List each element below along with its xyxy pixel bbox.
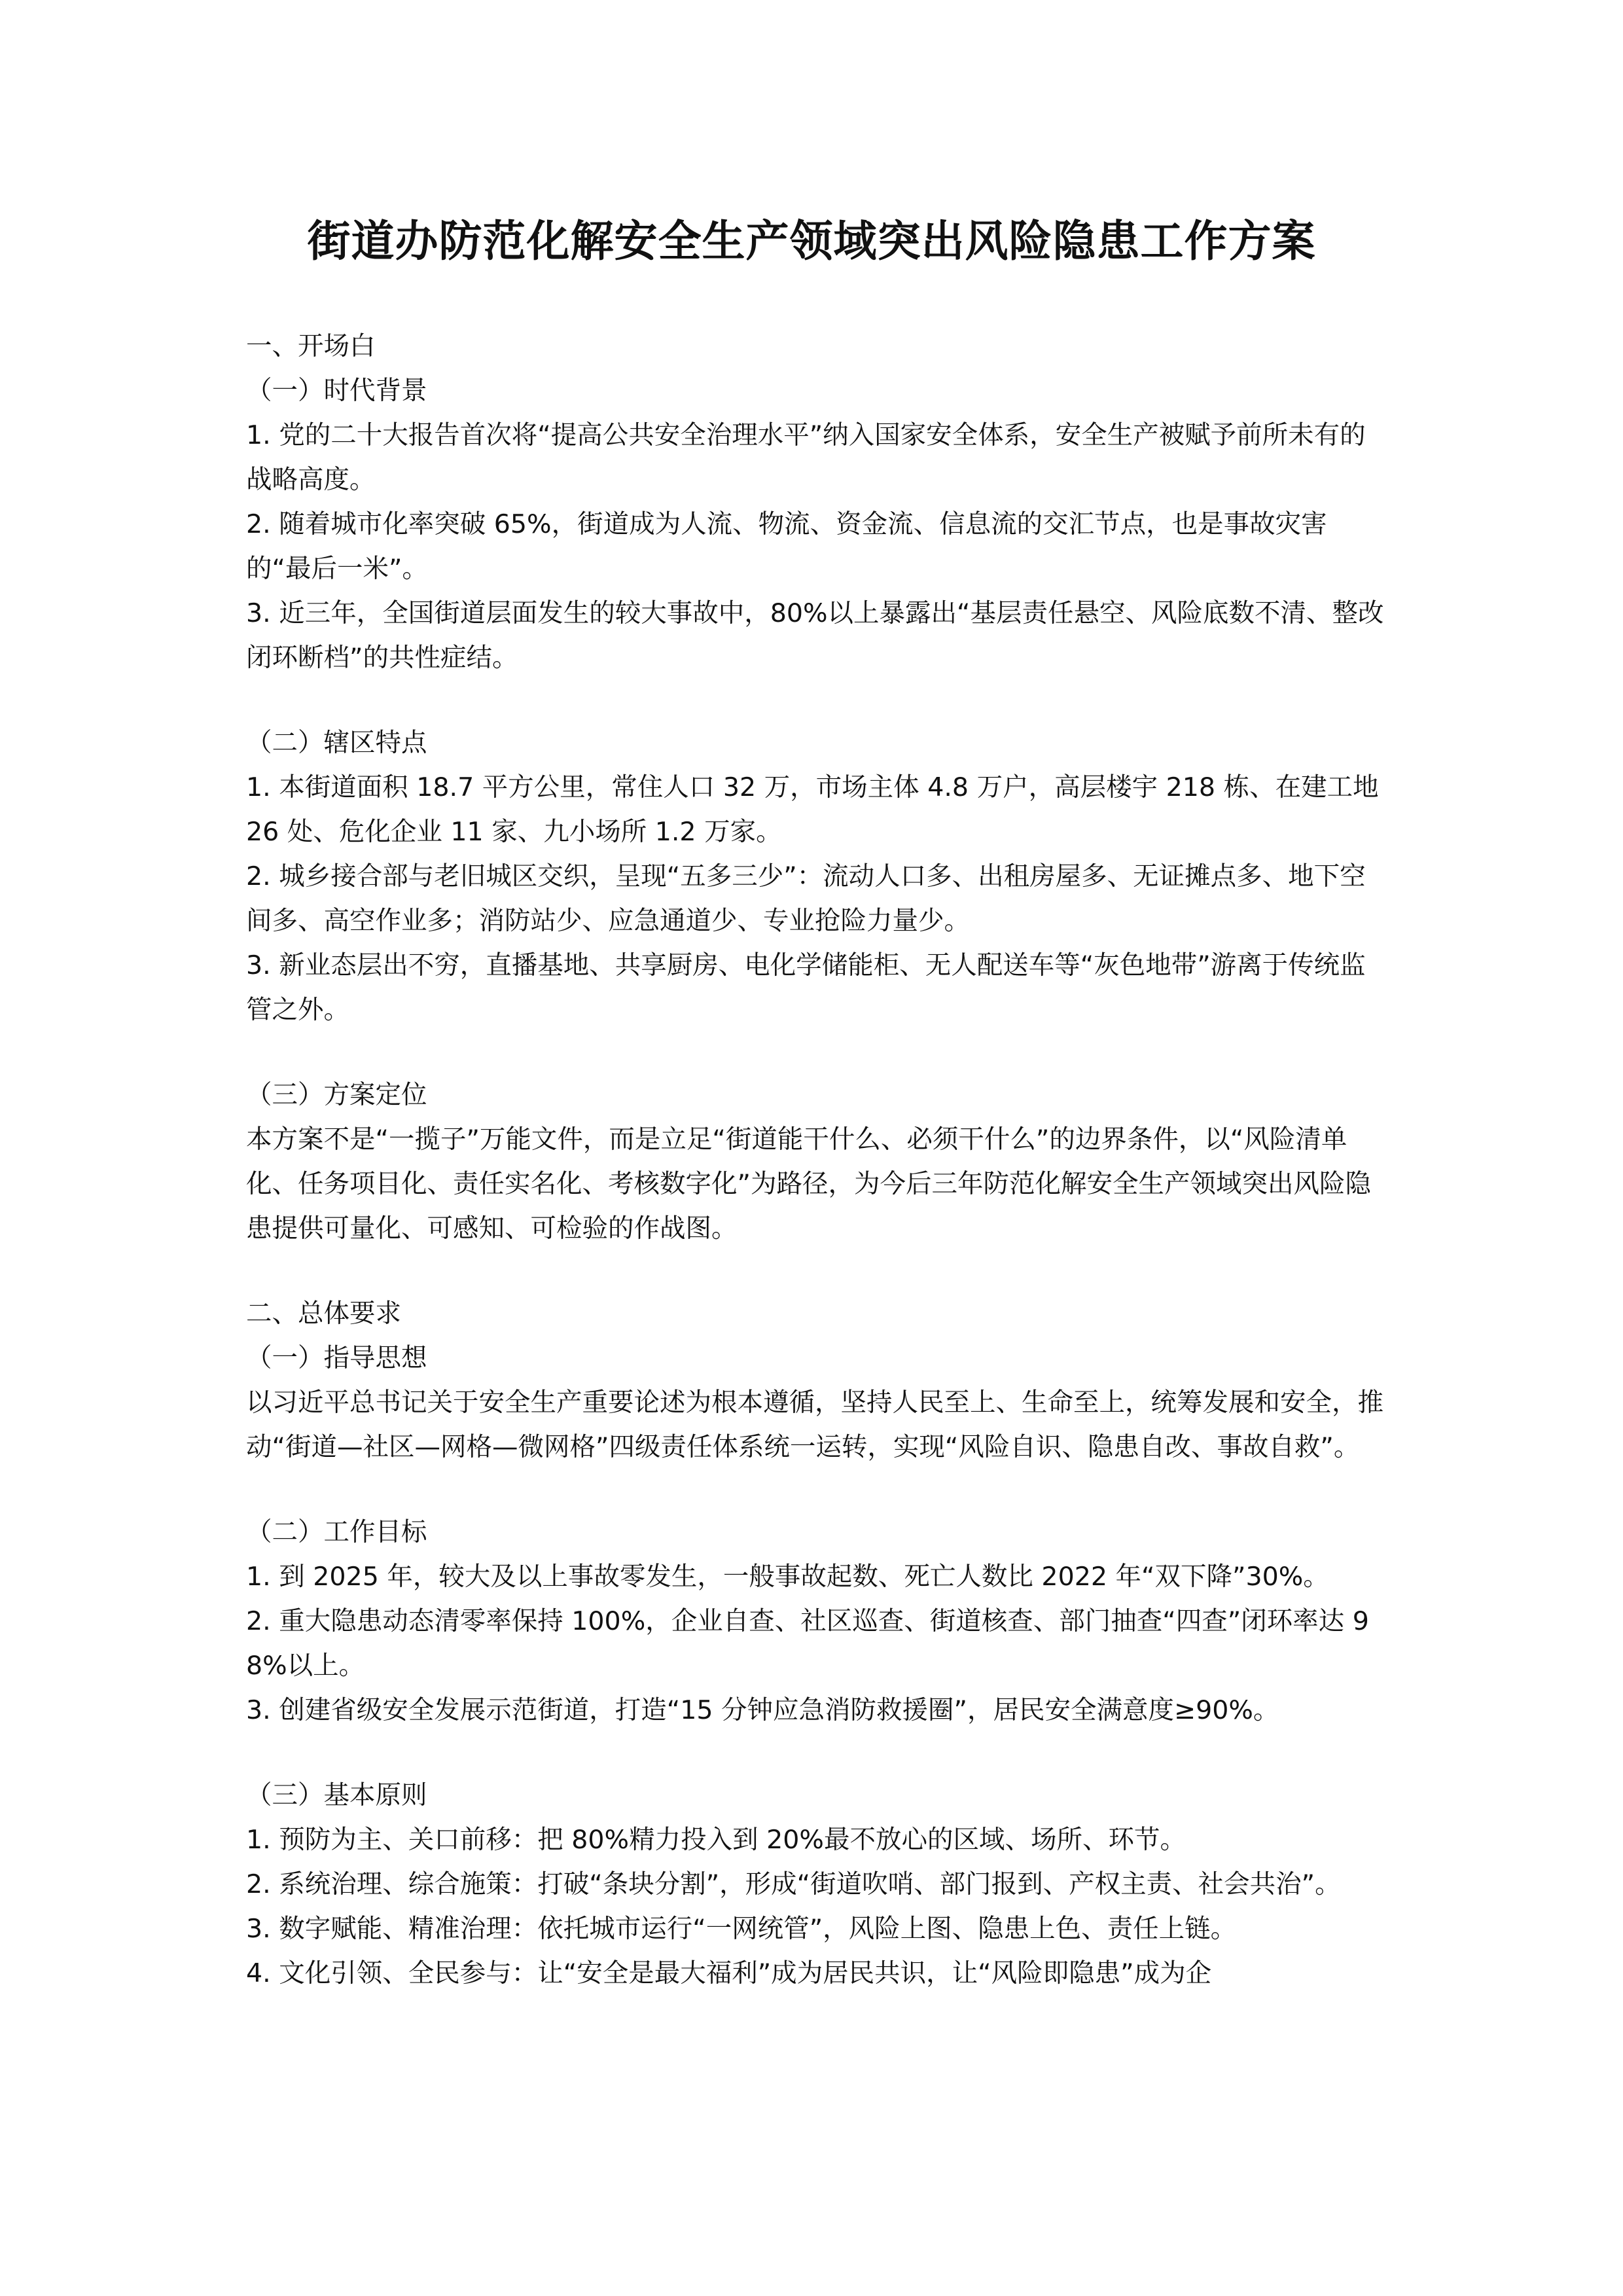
paragraph: 2. 随着城市化率突破 65%，街道成为人流、物流、资金流、信息流的交汇节点，也是事故灾害的“最后一米”。 <box>246 509 1327 584</box>
paragraph: 本方案不是“一揽子”万能文件，而是立足“街道能干什么、必须干什么”的边界条件，以“风险清单化、任务项目化、责任实名化、考核数字化”为路径，为今后三年防范化解安全生产领域突出风险隐患提供可量化、可感知、可检验的作战图。 <box>246 1124 1371 1244</box>
paragraph: 3. 创建省级安全发展示范街道，打造“15 分钟应急消防救援圈”，居民安全满意度≥90%。 <box>246 1695 1279 1725</box>
paragraph: 3. 新业态层出不穷，直播基地、共享厨房、电化学储能柜、无人配送车等“灰色地带”游离于传统监管之外。 <box>246 950 1366 1025</box>
document-body <box>246 324 1385 1996</box>
subsection-heading: （三）方案定位 <box>246 1080 427 1110</box>
paragraph: 4. 文化引领、全民参与：让“安全是最大福利”成为居民共识，让“风险即隐患”成为企 <box>246 1958 1212 1988</box>
section-heading-1: 一、开场白 <box>246 331 376 361</box>
section-heading-2: 二、总体要求 <box>246 1299 401 1329</box>
subsection-heading: （三）基本原则 <box>246 1780 427 1810</box>
paragraph: 1. 预防为主、关口前移：把 80%精力投入到 20%最不放心的区域、场所、环节。 <box>246 1825 1186 1855</box>
paragraph: 3. 数字赋能、精准治理：依托城市运行“一网统管”，风险上图、隐患上色、责任上链。 <box>246 1914 1237 1944</box>
paragraph-gap <box>246 680 1385 721</box>
paragraph-gap <box>246 1032 1385 1073</box>
subsection-heading: （二）辖区特点 <box>246 728 427 758</box>
subsection-heading: （二）工作目标 <box>246 1517 427 1547</box>
document-title: 街道办防范化解安全生产领域突出风险隐患工作方案 <box>307 215 1316 266</box>
paragraph-gap <box>246 1732 1385 1773</box>
paragraph: 以习近平总书记关于安全生产重要论述为根本遵循，坚持人民至上、生命至上，统筹发展和安全，推动“街道—社区—网格—微网格”四级责任体系统一运转，实现“风险自识、隐患自改、事故自救”。 <box>246 1388 1383 1462</box>
paragraph: 1. 本街道面积 18.7 平方公里，常住人口 32 万，市场主体 4.8 万户，高层楼宇 218 栋、在建工地 26 处、危化企业 11 家、九小场所 1.2 万家。 <box>246 772 1379 847</box>
paragraph-gap <box>246 1469 1385 1510</box>
paragraph: 1. 党的二十大报告首次将“提高公共安全治理水平”纳入国家安全体系，安全生产被赋予前所未有的战略高度。 <box>246 420 1366 495</box>
paragraph: 2. 系统治理、综合施策：打破“条块分割”，形成“街道吹哨、部门报到、产权主责、社会共治”。 <box>246 1869 1341 1899</box>
paragraph: 2. 城乡接合部与老旧城区交织，呈现“五多三少”：流动人口多、出租房屋多、无证摊点多、地下空间多、高空作业多；消防站少、应急通道少、专业抢险力量少。 <box>246 861 1366 936</box>
paragraph: 3. 近三年，全国街道层面发生的较大事故中，80%以上暴露出“基层责任悬空、风险底数不清、整改闭环断档”的共性症结。 <box>246 598 1384 673</box>
paragraph: 1. 到 2025 年，较大及以上事故零发生，一般事故起数、死亡人数比 2022 年“双下降”30%。 <box>246 1562 1329 1592</box>
subsection-heading: （一）时代背景 <box>246 376 427 406</box>
subsection-heading: （一）指导思想 <box>246 1343 427 1373</box>
paragraph-gap <box>246 1251 1385 1291</box>
paragraph: 2. 重大隐患动态清零率保持 100%，企业自查、社区巡查、街道核查、部门抽查“四查”闭环率达 98%以上。 <box>246 1606 1369 1681</box>
